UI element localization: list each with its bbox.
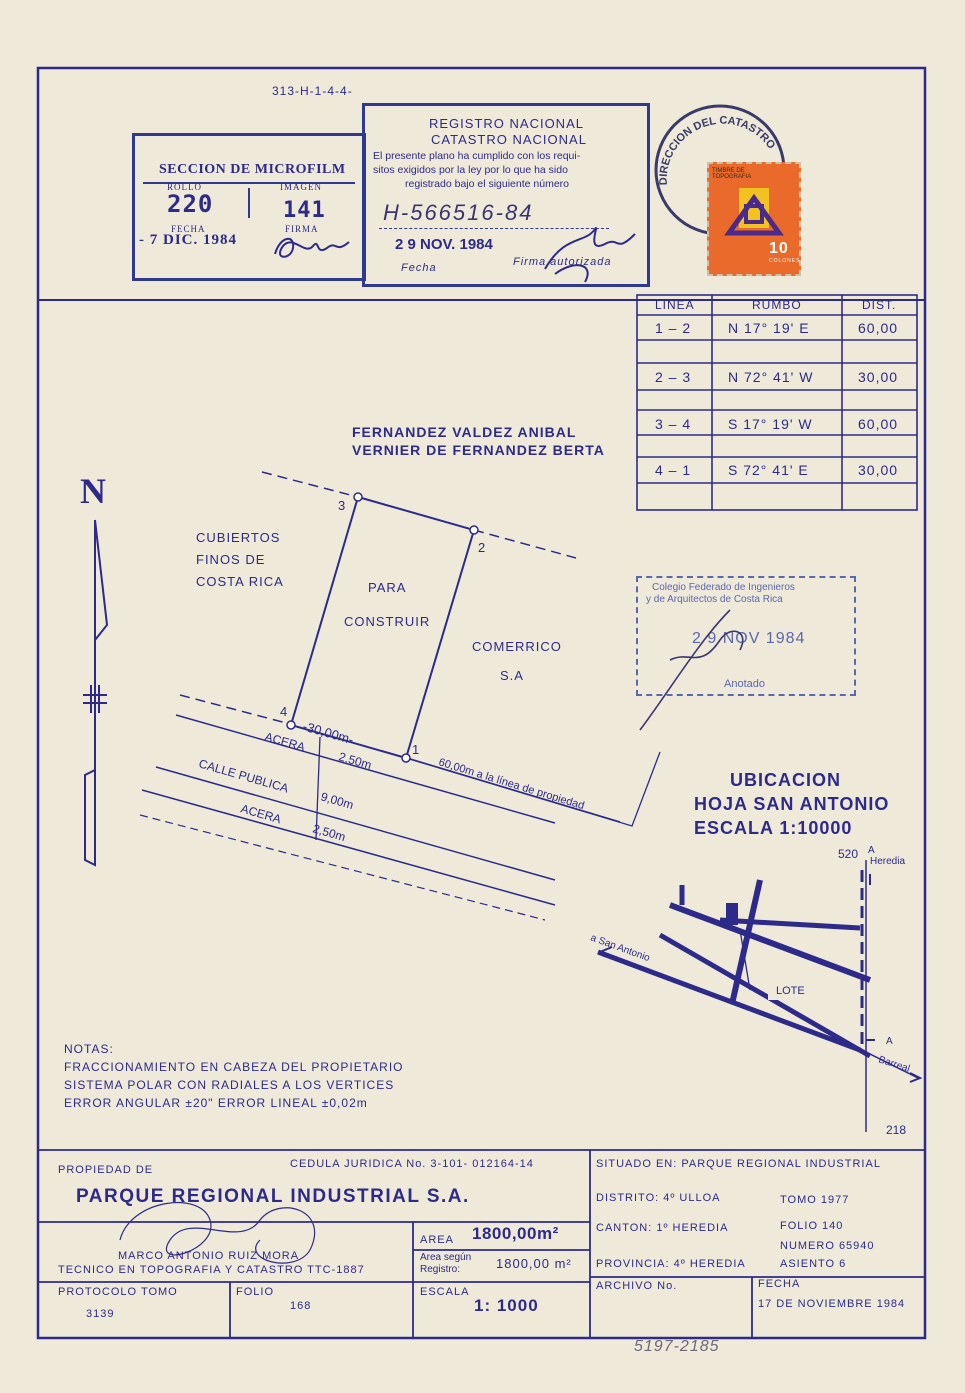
protocolo-label: PROTOCOLO TOMO xyxy=(58,1286,178,1298)
postage-stamp-top: TIMBRE DE TOPOGRAFIA xyxy=(712,168,752,180)
registro-text2: sitos exigidos por la ley por lo que ha sido xyxy=(373,164,568,176)
rollo-label: ROLLO xyxy=(167,182,202,192)
registro-fecha-label: Fecha xyxy=(401,262,437,274)
note-3: ERROR ANGULAR ±20" ERROR LINEAL ±0,02m xyxy=(64,1096,368,1110)
barreal-label: Barreal xyxy=(877,1054,912,1075)
acera2-width: 2,50m xyxy=(311,821,348,845)
escala-label: ESCALA xyxy=(420,1286,470,1298)
lot-label-2: CONSTRUIR xyxy=(344,614,431,629)
archivo-label: ARCHIVO No. xyxy=(596,1280,678,1292)
numero-registro: NUMERO 65940 xyxy=(780,1240,875,1252)
vertex-1-label: 1 xyxy=(412,742,420,757)
location-title-3: ESCALA 1:10000 xyxy=(694,818,853,838)
lot-label-1: PARA xyxy=(368,580,407,595)
area-registro-value: 1800,00 m² xyxy=(496,1256,572,1271)
propiedad-label: PROPIEDAD DE xyxy=(58,1164,154,1176)
registro-date: 2 9 NOV. 1984 xyxy=(395,236,493,253)
fecha-label: FECHA xyxy=(171,224,206,234)
bearings-row-dist: 60,00 xyxy=(858,320,899,336)
area-label: AREA xyxy=(420,1234,454,1246)
bearings-row-rumbo: S 17° 19' W xyxy=(728,416,813,432)
west-neighbor-1: CUBIERTOS xyxy=(196,530,281,545)
san-antonio-label: a San Antonio xyxy=(588,932,652,965)
north-neighbor-1: FERNANDEZ VALDEZ ANIBAL xyxy=(352,424,577,440)
colegio-date: 2 9 NOV 1984 xyxy=(692,630,806,647)
bearings-row-rumbo: N 72° 41' W xyxy=(728,369,814,385)
colegio-anotado: Anotado xyxy=(724,678,765,690)
provincia: PROVINCIA: 4º HEREDIA xyxy=(596,1258,746,1270)
canton: CANTON: 1º HEREDIA xyxy=(596,1222,729,1234)
front-dimension: -30,00m- xyxy=(301,718,356,748)
bearings-row-dist: 30,00 xyxy=(858,369,899,385)
fecha-value-block: 17 DE NOVIEMBRE 1984 xyxy=(758,1298,906,1310)
postmark-text: DIRECCION DEL CATASTRO xyxy=(657,114,778,186)
surveyor-name: MARCO ANTONIO RUIZ MORA xyxy=(118,1250,300,1262)
registro-line2: CATASTRO NACIONAL xyxy=(431,132,587,147)
fecha-label-block: FECHA xyxy=(758,1278,801,1290)
calle-width: 9,00m xyxy=(319,789,356,813)
bearings-header-rumbo: RUMBO xyxy=(752,298,802,312)
note-1: FRACCIONAMIENTO EN CABEZA DEL PROPIETARIO xyxy=(64,1060,404,1074)
cedula-juridica: CEDULA JURIDICA No. 3-101- 012164-14 xyxy=(290,1158,534,1170)
firma-label: FIRMA xyxy=(285,224,319,234)
area-registro-label-1: Area según xyxy=(420,1252,472,1263)
rollo-value: 220 xyxy=(167,190,214,218)
notes-title: NOTAS: xyxy=(64,1042,114,1056)
location-title-1: UBICACION xyxy=(730,770,841,790)
folio-value: 168 xyxy=(290,1300,312,1312)
top-reference: 313-H-1-4-4- xyxy=(272,84,353,98)
note-2: SISTEMA POLAR CON RADIALES A LOS VERTICES xyxy=(64,1078,395,1092)
folio-registro: FOLIO 140 xyxy=(780,1220,844,1232)
owner-name: PARQUE REGIONAL INDUSTRIAL S.A. xyxy=(76,1186,470,1207)
west-neighbor-3: COSTA RICA xyxy=(196,574,284,589)
bearings-row-linea: 3 – 4 xyxy=(655,416,692,432)
bearings-row-dist: 30,00 xyxy=(858,462,899,478)
north-neighbor-2: VERNIER DE FERNANDEZ BERTA xyxy=(352,442,605,458)
barreal-a: A xyxy=(886,1036,893,1047)
folio-label: FOLIO xyxy=(236,1286,275,1298)
bearings-row-dist: 60,00 xyxy=(858,416,899,432)
bearings-header-dist: DIST. xyxy=(862,298,897,312)
east-neighbor-2: S.A xyxy=(500,668,524,683)
bearings-row-rumbo: N 17° 19' E xyxy=(728,320,810,336)
lot-marker xyxy=(726,903,738,925)
protocolo-value: 3139 xyxy=(86,1308,115,1320)
registro-text3: registrado bajo el siguiente número xyxy=(405,178,570,190)
postage-unit: COLONES xyxy=(769,258,801,264)
acera2-label: ACERA xyxy=(239,801,283,827)
bearings-row-rumbo: S 72° 41' E xyxy=(728,462,809,478)
area-registro-label-2: Registro: xyxy=(420,1264,461,1275)
west-neighbor-2: FINOS DE xyxy=(196,552,266,567)
colegio-line2: y de Arquitectos de Costa Rica xyxy=(646,594,783,605)
asiento: ASIENTO 6 xyxy=(780,1258,847,1270)
vertex-2-label: 2 xyxy=(478,540,486,555)
distance-note: 60,00m a la línea de propiedad xyxy=(437,756,586,813)
surveyor-title: TECNICO EN TOPOGRAFIA Y CATASTRO TTC-1887 xyxy=(58,1264,365,1276)
registro-line1: REGISTRO NACIONAL xyxy=(429,116,584,131)
location-title-2: HOJA SAN ANTONIO xyxy=(694,794,890,814)
registro-number: H-566516-84 xyxy=(383,200,534,225)
heredia-label: Heredia xyxy=(870,856,906,867)
postage-value: 10 xyxy=(769,240,789,257)
acera-width: 2,50m xyxy=(337,749,374,773)
bottom-reference: 5197-2185 xyxy=(634,1338,720,1355)
escala-value: 1: 1000 xyxy=(474,1296,539,1315)
registro-firma-label: Firma autorizada xyxy=(513,256,612,268)
bearings-header-linea: LINEA xyxy=(655,298,695,312)
area-value: 1800,00m² xyxy=(472,1224,559,1243)
acera-label: ACERA xyxy=(263,729,307,755)
imagen-value: 141 xyxy=(283,198,326,223)
situado-en: SITUADO EN: PARQUE REGIONAL INDUSTRIAL xyxy=(596,1158,881,1170)
surveyor-signature xyxy=(90,1180,370,1300)
tomo: TOMO 1977 xyxy=(780,1194,850,1206)
microfilm-title: SECCION DE MICROFILM xyxy=(159,162,346,177)
coord-bottom: 218 xyxy=(886,1123,907,1137)
calle-label: CALLE PUBLICA xyxy=(197,756,291,796)
registro-text1: El presente plano ha cumplido con los requi- xyxy=(373,150,581,162)
vertex-3-label: 3 xyxy=(338,498,346,513)
vertex-4-label: 4 xyxy=(280,704,288,719)
distrito: DISTRITO: 4º ULLOA xyxy=(596,1192,721,1204)
north-letter: N xyxy=(80,471,107,511)
imagen-label: IMAGEN xyxy=(280,182,322,192)
bearings-row-linea: 2 – 3 xyxy=(655,369,692,385)
east-neighbor-1: COMERRICO xyxy=(472,639,562,654)
bearings-row-linea: 1 – 2 xyxy=(655,320,692,336)
bearings-row-linea: 4 – 1 xyxy=(655,462,692,478)
coord-top: 520 xyxy=(838,847,859,861)
colegio-line1: Colegio Federado de Ingenieros xyxy=(652,582,795,593)
heredia-a: A xyxy=(868,845,875,856)
lote-label: LOTE xyxy=(776,985,805,997)
microfilm-date: - 7 DIC. 1984 xyxy=(139,232,237,248)
